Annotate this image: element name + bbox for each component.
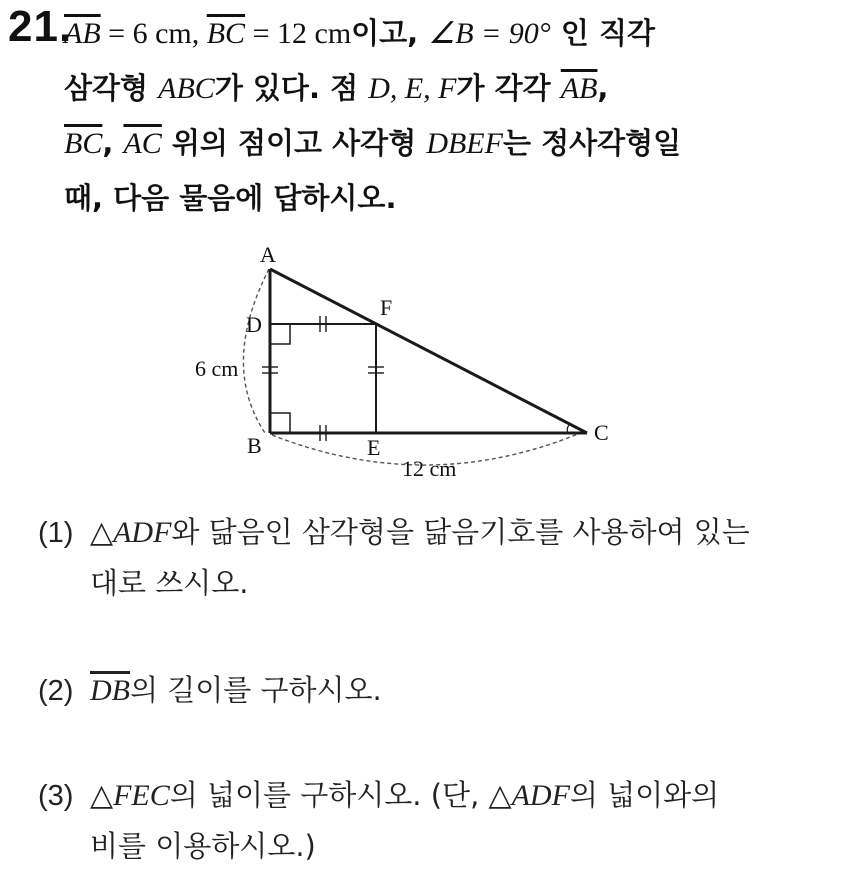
subquestion-text: 의 길이를 구하시오.: [130, 673, 382, 707]
subquestion-text: 의 넓이와의: [569, 778, 720, 812]
stem-text: 위의 점이고 사각형: [161, 126, 427, 160]
right-angle-mark-b: [270, 413, 290, 433]
bc-length-label: 12 cm: [402, 456, 457, 481]
stem-text: 인 직각: [550, 16, 656, 50]
triangle-symbol: △: [90, 516, 114, 549]
stem-text: 삼각형: [64, 71, 159, 105]
stem-text: ,: [102, 126, 124, 160]
segment-ab: $\overline{AB}$: [64, 17, 101, 50]
label-d: D: [246, 312, 262, 337]
subquestion-label: (2): [38, 675, 74, 707]
stem-line-3: [64, 116, 824, 171]
triangle-symbol: △: [488, 779, 512, 812]
label-b: B: [247, 433, 262, 458]
label-c: C: [594, 420, 609, 445]
triangle-symbol: △: [90, 779, 114, 812]
question-number: 21.: [8, 2, 73, 51]
segment-bc: $\overline{BC}$: [206, 17, 246, 50]
segment-bc: $\overline{BC}$: [64, 127, 103, 160]
label-f: F: [380, 295, 393, 320]
subquestion-1: [38, 507, 828, 608]
right-angle-mark-d: [270, 324, 290, 344]
ab-length: = 6 cm,: [100, 17, 207, 50]
square-dbef: DBEF: [426, 127, 503, 160]
bc-length: = 12 cm: [245, 17, 352, 50]
subquestion-line: [38, 507, 828, 558]
ab-length-arc: [243, 269, 269, 433]
label-a: A: [260, 242, 276, 267]
segment-ab: $\overline{AB}$: [560, 72, 598, 105]
subquestion-line: [38, 770, 828, 821]
stem-text: ,: [597, 71, 609, 105]
ab-length-label: 6 cm: [195, 356, 239, 381]
side-ac: [270, 269, 587, 433]
subquestion-3: [38, 770, 828, 871]
angle-b: ∠B = 90°: [428, 17, 551, 50]
subquestion-label: (1): [38, 517, 74, 549]
segment-ac: $\overline{AC}$: [123, 127, 162, 160]
subquestion-label: (3): [38, 780, 74, 812]
stem-line-1: [64, 6, 824, 61]
triangle-adf: ADF: [511, 779, 570, 812]
triangle-abc: ABC: [158, 72, 215, 105]
stem-line-2: [64, 61, 824, 116]
triangle-adf: ADF: [113, 516, 172, 549]
subquestion-text: 와 닮음인 삼각형을 닮음기호를 사용하여 있는: [171, 515, 750, 549]
subquestion-text: 의 넓이를 구하시오. (단,: [169, 778, 489, 812]
subquestion-line: 대로 쓰시오.: [90, 566, 249, 600]
segment-db: $\overline{DB}$: [90, 674, 130, 707]
label-e: E: [367, 435, 381, 460]
points-def: D, E, F: [368, 72, 457, 105]
stem-text: 가 있다. 점: [214, 71, 369, 105]
stem-text: 이고,: [351, 16, 429, 50]
subquestion-line: 비를 이용하시오.): [90, 829, 316, 863]
question-stem: [64, 6, 824, 225]
triangle-figure: [180, 235, 640, 485]
stem-text: 가 각각: [456, 71, 561, 105]
stem-text: 는 정사각형일: [502, 126, 682, 160]
subquestion-line: [38, 665, 828, 716]
subquestion-2: [38, 665, 828, 716]
triangle-fec: FEC: [113, 779, 170, 812]
stem-line-4: 때, 다음 물음에 답하시오.: [64, 181, 397, 215]
